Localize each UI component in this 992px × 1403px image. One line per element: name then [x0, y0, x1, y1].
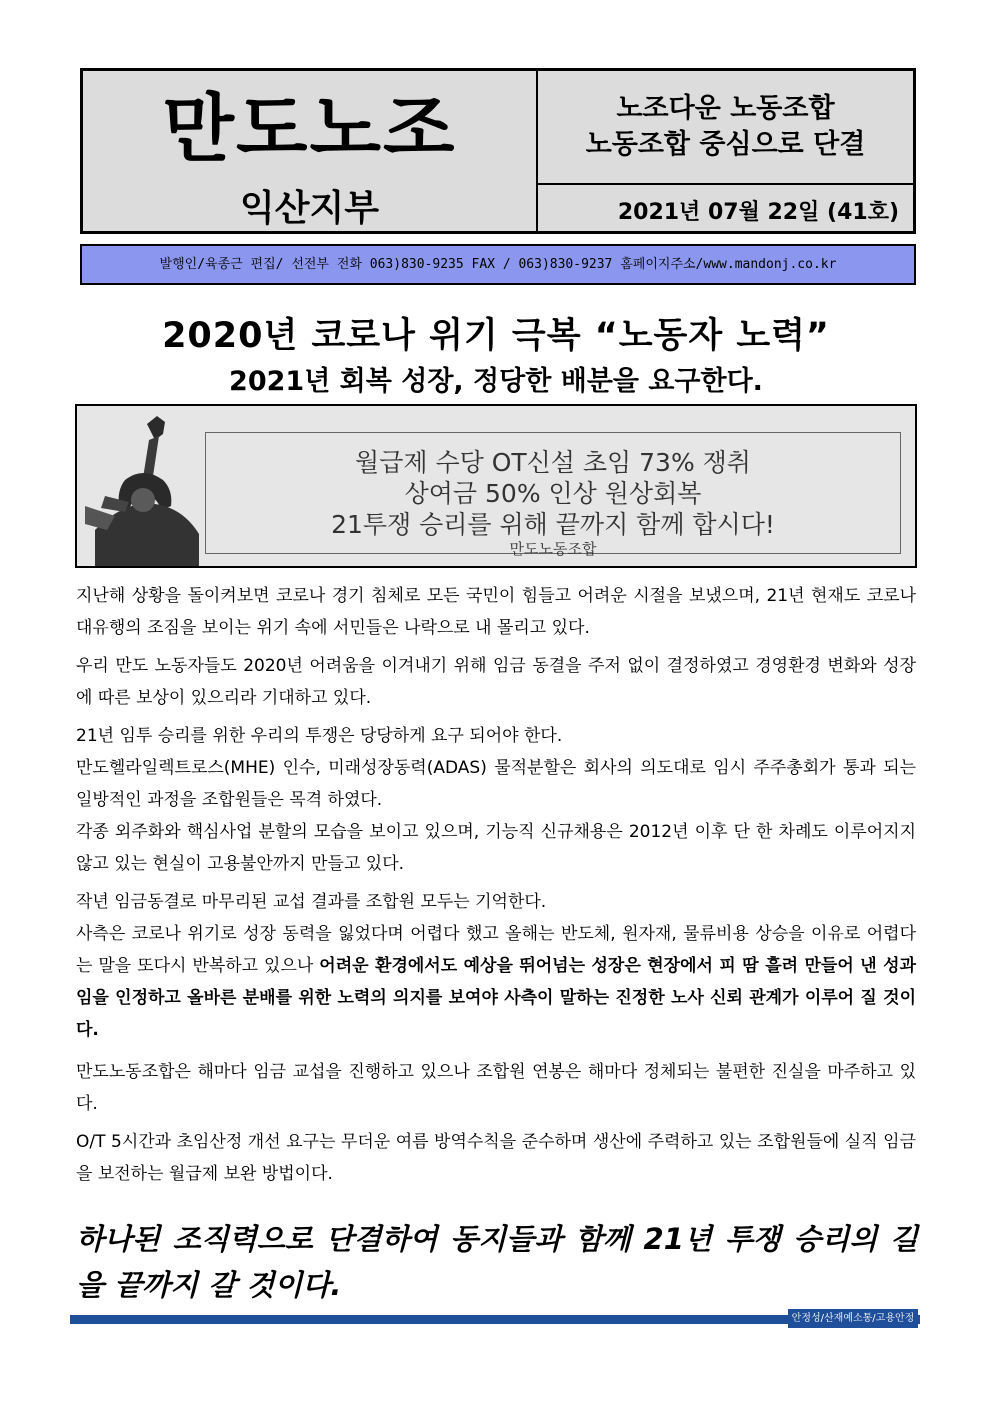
article-body — [76, 580, 916, 1190]
branch-name: 익산지부 — [239, 188, 380, 229]
publisher-info-bar: 발행인/육종근 편집/ 선전부 전화 063)830-9235 FAX / 063)830-9237 홈페이지주소/www.mandonj.co.kr — [80, 244, 916, 285]
headline: 2020년 코로나 위기 극복 “노동자 노력” — [162, 316, 830, 356]
banner-line-2: 상여금 50% 인상 원상회복 — [404, 479, 702, 508]
slogan-banner-image — [75, 404, 917, 568]
paragraph-5: 각종 외주화와 핵심사업 분할의 모습을 보이고 있으며, 기능직 신규채용은 2012년 이후 단 한 차례도 이루어지지 않고 있는 현실이 고용불안까지 만들고 있다. — [76, 822, 916, 874]
paragraph-2: 우리 만도 노동자들도 2020년 어려움을 이겨내기 위해 임금 동결을 주저 없이 결정하였고 경영환경 변화와 성장에 따른 보상이 있으리라 기대하고 있다. — [76, 656, 916, 708]
banner-signature: 만도노동조합 — [509, 540, 597, 558]
masthead — [80, 68, 916, 234]
paragraph-4: 만도헬라일렉트로스(MHE) 인수, 미래성장동력(ADAS) 물적분할은 회사의 의도대로 임시 주주총회가 통과 되는 일방적인 과정을 조합원들은 목격 하였다. — [76, 758, 916, 810]
banner-line-1: 월급제 수당 OT신설 초임 73% 쟁취 — [355, 448, 751, 477]
paragraph-3: 21년 임투 승리를 위한 우리의 투쟁은 당당하게 요구 되어야 한다. — [76, 726, 563, 746]
raised-fist-worker-icon — [85, 410, 205, 566]
paragraph-9: O/T 5시간과 초임산정 개선 요구는 무더운 여름 방역수칙을 준수하며 생산에 주력하고 있는 조합원들에 실직 임금을 보전하는 월급제 보완 방법이다. — [76, 1132, 916, 1184]
paragraph-7-text: 사측은 코로나 위기로 성장 동력을 잃었다며 어렵다 했고 올해는 반도체, 원자재, 물류비용 상승을 이유로 어렵다는 말을 또다시 반복하고 있으나 — [76, 924, 916, 976]
masthead-left — [83, 71, 538, 231]
slogan-box — [538, 71, 913, 185]
paragraph-7 — [76, 918, 916, 1046]
masthead-right — [538, 71, 913, 231]
slogan-line-2: 노동조합 중심으로 단결 — [585, 129, 866, 160]
issue-date: 2021년 07월 22일 (41호) — [617, 200, 899, 225]
subheadline: 2021년 회복 성장, 정당한 배분을 요구한다. — [229, 366, 763, 397]
paragraph-7-emphasis: 어려운 환경에서도 예상을 뛰어넘는 성장은 현장에서 피 땀 흘려 만들어 낸 성과임을 인정하고 올바른 분배를 위한 노력의 의지를 보여야 사측이 말하는 진정한 노사 신뢰 관계가 이루어 질 것이다. — [76, 956, 916, 1040]
paragraph-6: 작년 임금동결로 마무리된 교섭 결과를 조합원 모두는 기억한다. — [76, 892, 547, 912]
closing-statement: 하나된 조직력으로 단결하여 동지들과 함께 21년 투쟁 승리의 길을 끝까지 갈 것이다. — [76, 1222, 918, 1302]
banner-text-frame — [205, 432, 901, 558]
newsletter-title: 만도노조 — [162, 86, 457, 172]
paragraph-1: 지난해 상황을 돌이켜보면 코로나 경기 침체로 모든 국민이 힘들고 어려운 시절을 보냈으며, 21년 현재도 코로나 대유행의 조짐을 보이는 위기 속에 서민들은 나락으로 내 몰리고 있다. — [76, 586, 916, 638]
slogan-line-1: 노조다운 노동조합 — [616, 93, 835, 124]
banner-line-3: 21투쟁 승리를 위해 끝까지 함께 합시다! — [331, 510, 775, 539]
footer-slogan-badge: 안정성/산재예소통/고용안정 — [788, 1309, 918, 1328]
paragraph-8: 만도노동조합은 해마다 임금 교섭을 진행하고 있으나 조합원 연봉은 해마다 정체되는 불편한 진실을 마주하고 있다. — [76, 1062, 916, 1114]
